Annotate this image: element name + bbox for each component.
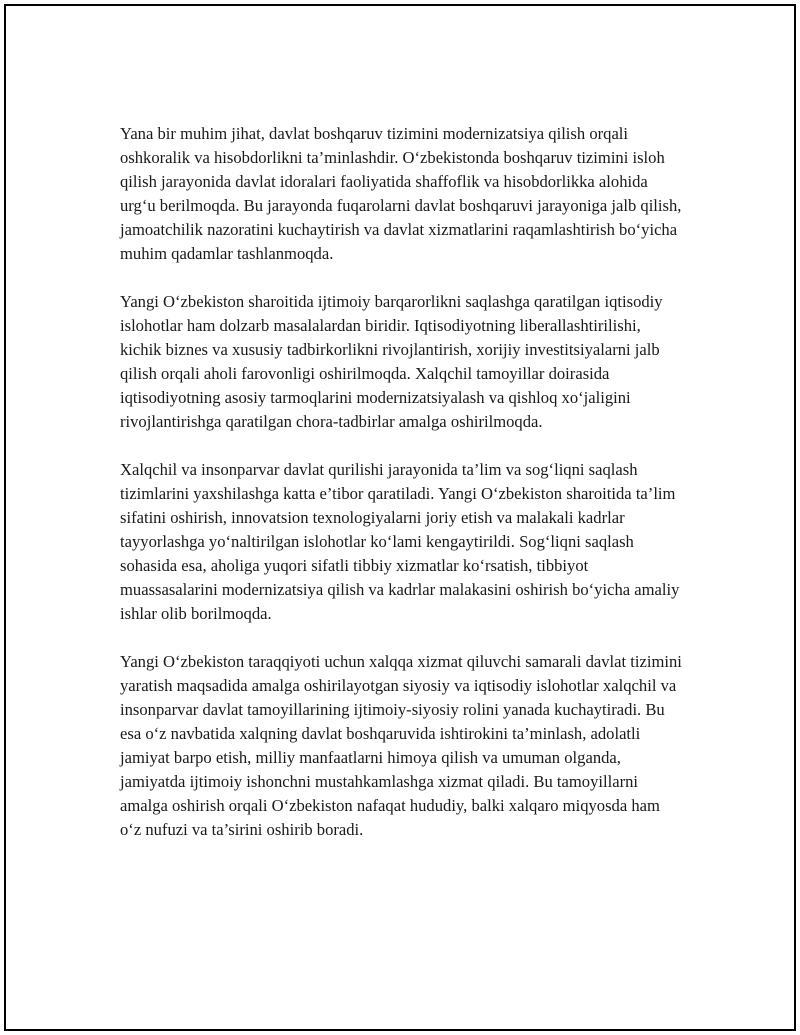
document-body <box>120 122 684 866</box>
paragraph-1: Yana bir muhim jihat, davlat boshqaruv tizimini modernizatsiya qilish orqali oshkoralik va hisobdorlikni ta’minlashdir. O‘zbekistonda boshqaruv tizimini isloh qilish jarayonida davlat idoralari faoliyatida shaffoflik va hisobdorlikka alohida urg‘u berilmoqda. Bu jarayonda fuqarolarni davlat boshqaruvi jarayoniga jalb qilish, jamoatchilik nazoratini kuchaytirish va davlat xizmatlarini raqamlashtirish bo‘yicha muhim qadamlar tashlanmoqda. <box>120 124 682 263</box>
paragraph-3: Xalqchil va insonparvar davlat qurilishi jarayonida ta’lim va sog‘liqni saqlash tizimlarini yaxshilashga katta e’tibor qaratiladi. Yangi O‘zbekiston sharoitida ta’lim sifatini oshirish, innovatsion texnologiyalarni joriy etish va malakali kadrlar tayyorlashga yo‘naltirilgan islohotlar ko‘lami kengaytirildi. Sog‘liqni saqlash sohasida esa, aholiga yuqori sifatli tibbiy xizmatlar ko‘rsatish, tibbiyot muassasalarini modernizatsiya qilish va kadrlar malakasini oshirish bo‘yicha amaliy ishlar olib borilmoqda. <box>120 460 680 623</box>
paragraph-4: Yangi O‘zbekiston taraqqiyoti uchun xalqqa xizmat qiluvchi samarali davlat tizimini yaratish maqsadida amalga oshirilayotgan siyosiy va iqtisodiy islohotlar xalqchil va insonparvar davlat tamoyillarining ijtimoiy-siyosiy rolini yanada kuchaytiradi. Bu esa o‘z navbatida xalqning davlat boshqaruvida ishtirokini ta’minlash, adolatli jamiyat barpo etish, milliy manfaatlarni himoya qilish va umuman olganda, jamiyatda ijtimoiy ishonchni mustahkamlashga xizmat qiladi. Bu tamoyillarni amalga oshirish orqali O‘zbekiston nafaqat hududiy, balki xalqaro miqyosda ham o‘z nufuzi va ta’sirini oshirib boradi. <box>120 652 682 839</box>
document-page <box>4 4 796 1031</box>
paragraph-2: Yangi O‘zbekiston sharoitida ijtimoiy barqarorlikni saqlashga qaratilgan iqtisodiy islohotlar ham dolzarb masalalardan biridir. Iqtisodiyotning liberallashtirilishi, kichik biznes va xususiy tadbirkorlikni rivojlantirish, xorijiy investitsiyalarni jalb qilish orqali aholi farovonligi oshirilmoqda. Xalqchil tamoyillar doirasida iqtisodiyotning asosiy tarmoqlarini modernizatsiyalash va qishloq xo‘jaligini rivojlantirishga qaratilgan chora-tadbirlar amalga oshirilmoqda. <box>120 292 663 431</box>
